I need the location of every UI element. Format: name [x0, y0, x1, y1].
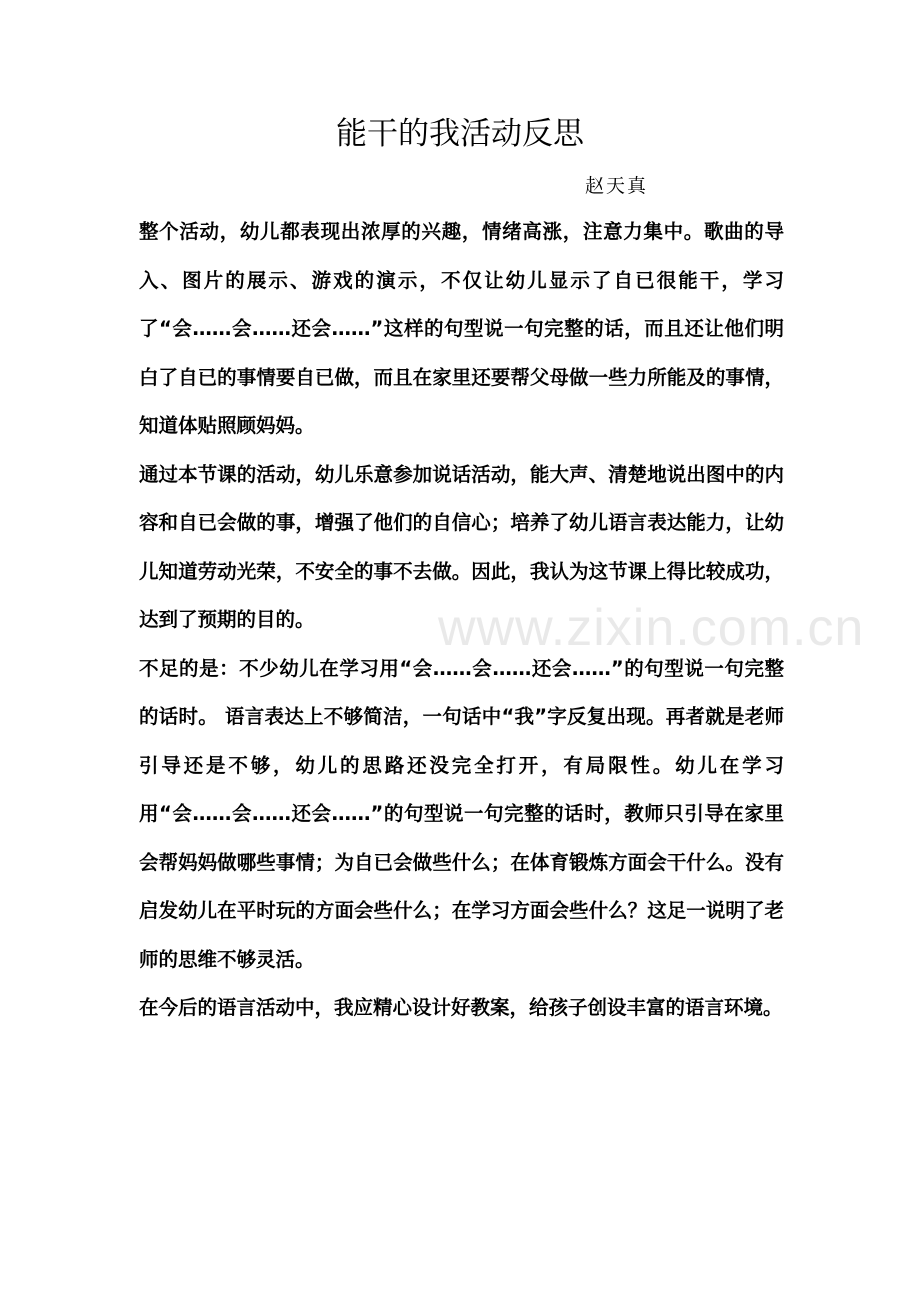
author-name: 赵天真	[585, 175, 649, 197]
watermark: www.zixin.com.cn	[438, 599, 865, 657]
paragraph-3: 不足的是：不少幼儿在学习用“会……会……还会……”的句型说一句完整的话时。 语言表达上不够简洁，一句话中“我”字反复出现。再者就是老师引导还是不够，幼儿的思路还没完全打开，有局限性。幼儿在学习用“会……会……还会……”的句型说一句完整的话时，教师只引导在家里会帮妈妈做哪些事情；为自已会做些什么；在体育锻炼方面会干什么。没有启发幼儿在平时玩的方面会些什么；在学习方面会些什么？这足一说明了老师的思维不够灵活。	[139, 656, 784, 971]
document-title: 能干的我活动反思	[336, 116, 584, 152]
paragraph-2: 通过本节课的活动，幼儿乐意参加说话活动，能大声、清楚地说出图中的内容和自已会做的事，增强了他们的自信心；培养了幼儿语言表达能力，让幼 儿知道劳动光荣，不安全的事不去做。因此，我认为这节课上得比较成功，达到了预期的目的。	[139, 462, 784, 631]
paragraph-4: 在今后的语言活动中，我应精心设计好教案，给孩子创设丰富的语言环境。	[139, 996, 783, 1019]
paragraph-1: 整个活动，幼儿都表现出浓厚的兴趣，情绪高涨，注意力集中。歌曲的导入、图片的展示、游戏的演示，不仅让幼儿显示了自已很能干，学习了“会……会……还会……”这样的句型说一句完整的话，而且还让他们明白了自已的事情要自已做，而且在家里还要帮父母做一些力所能及的事情，知道体贴照顾妈妈。	[139, 220, 784, 437]
document-body	[139, 208, 784, 1033]
